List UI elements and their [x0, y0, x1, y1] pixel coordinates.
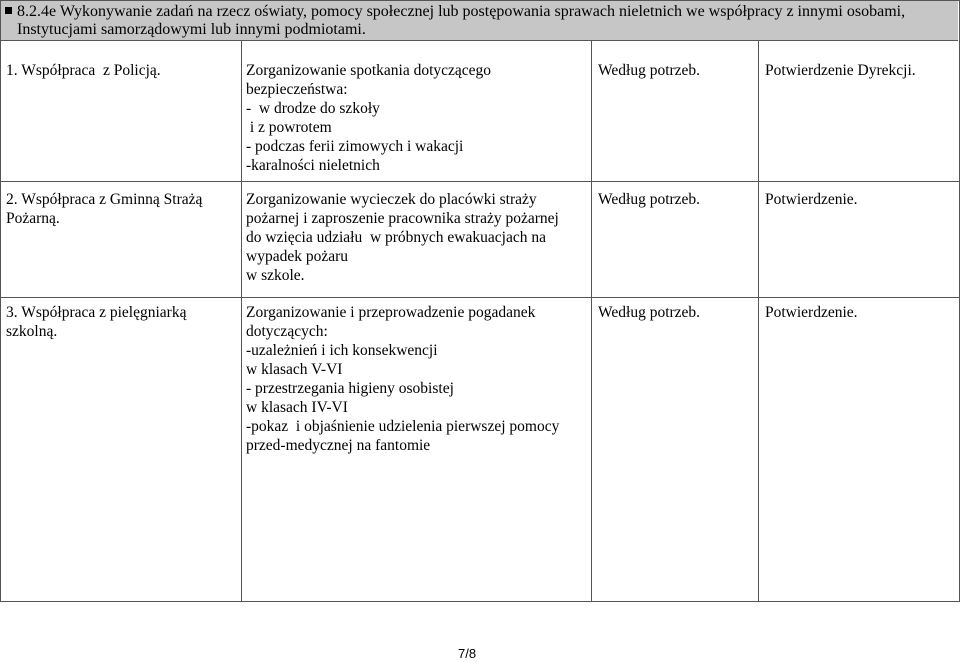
row-3-task: Zorganizowanie i przeprowadzenie pogadanek dotyczących: -uzależnień i ich konsekwencji w klasach V-VI - przestrzegania higieny osobistej w klasach IV-VI -pokaz i objaśnienie udzielenia pierwszej pomocy przed-medycznej na fantomie	[246, 304, 560, 454]
row-2-term: Według potrzeb.	[598, 191, 701, 208]
row-3-partner: 3. Współpraca z pielęgniarką szkolną.	[6, 304, 187, 340]
row-2-partner: 2. Współpraca z Gminną Strażą Pożarną.	[6, 191, 203, 227]
row-divider	[1, 181, 959, 182]
row-2-confirmation: Potwierdzenie.	[765, 191, 858, 208]
page-number: 7/8	[458, 646, 477, 661]
column-divider	[758, 40, 759, 601]
row-2-task: Zorganizowanie wycieczek do placówki straży pożarnej i zaproszenie pracownika straży pożarnej do wzięcia udziału w próbnych ewakuacjach na wypadek pożaru w szkole.	[246, 191, 559, 284]
row-1-task: Zorganizowanie spotkania dotyczącego bezpieczeństwa: - w drodze do szkoły i z powrotem - podczas ferii zimowych i wakacji -karalności nieletnich	[246, 62, 492, 174]
row-divider	[1, 297, 959, 298]
section-title: 8.2.4e Wykonywanie zadań na rzecz oświaty, pomocy społecznej lub postępowania sprawach nieletnich we współpracy z innymi osobami, Instytucjami samorządowymi lub innymi podmiotami.	[17, 3, 906, 38]
row-1-term: Według potrzeb.	[598, 62, 701, 79]
section-header	[1, 1, 958, 41]
column-divider	[241, 40, 242, 601]
row-1-partner: 1. Współpraca z Policją.	[6, 62, 161, 79]
row-3-confirmation: Potwierdzenie.	[765, 304, 858, 321]
row-3-term: Według potrzeb.	[598, 304, 701, 321]
column-divider	[591, 40, 592, 601]
bullet-square-icon	[5, 7, 12, 14]
row-1-confirmation: Potwierdzenie Dyrekcji.	[765, 62, 916, 79]
